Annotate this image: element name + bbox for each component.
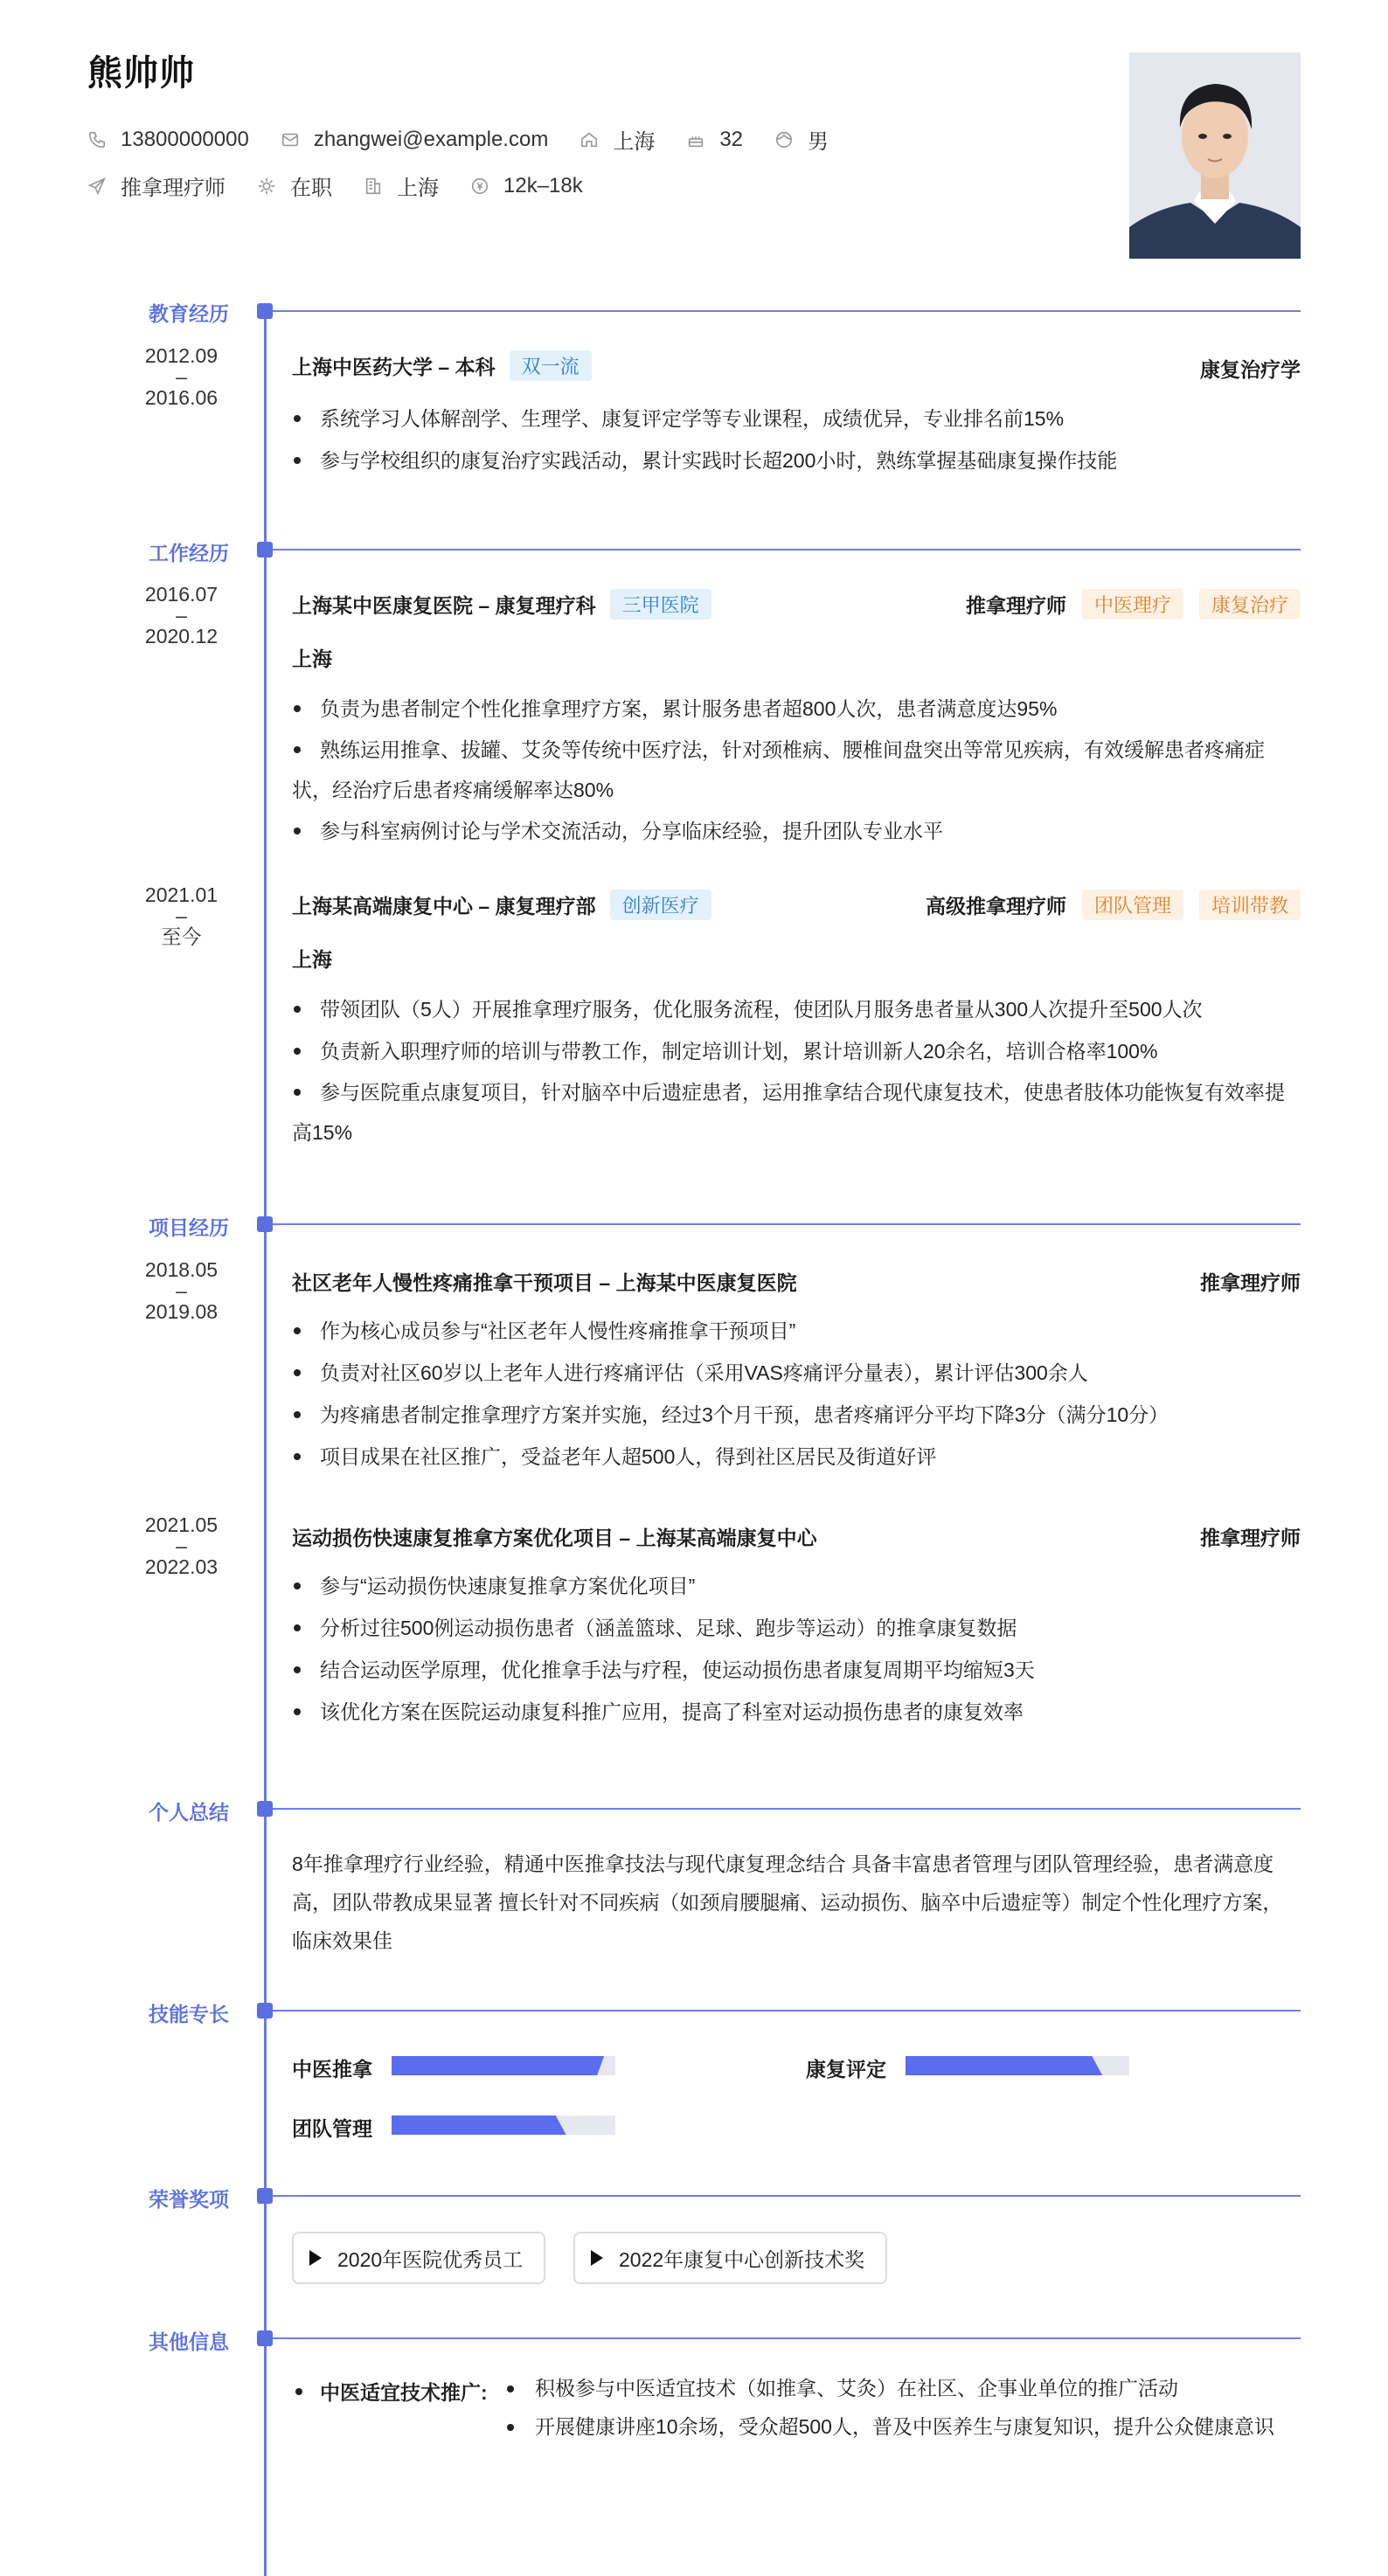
section-marker: [257, 303, 273, 319]
role-text: 高级推拿理疗师: [925, 895, 1066, 918]
honor-badge: [292, 2232, 545, 2284]
major-text: 康复治疗学: [1200, 358, 1301, 381]
candidate-name: 熊帅帅: [87, 54, 195, 93]
project-dates-2: [131, 1514, 232, 1577]
work-dates-1: [131, 584, 232, 647]
project-bullets-2: [292, 1565, 1301, 1733]
skill-bar: [392, 2116, 615, 2135]
play-icon: [591, 2250, 603, 2266]
section-divider: [273, 2195, 1301, 2197]
date-separator: –: [176, 1534, 187, 1557]
section-marker: [257, 2003, 273, 2019]
skill-fill: [392, 2056, 604, 2075]
list-item: 结合运动医学原理，优化推拿手法与疗程，使运动损伤患者康复周期平均缩短3天: [292, 1649, 1301, 1691]
date-end: 2022.03: [144, 1555, 219, 1578]
timeline-axis: [264, 308, 267, 2576]
education-title: [292, 350, 592, 381]
section-divider: [273, 549, 1301, 551]
date-separator: –: [176, 604, 187, 627]
list-item: 系统学习人体解剖学、生理学、康复评定学等专业课程，成绩优异，专业排名前15%: [292, 398, 1301, 440]
skill-fill: [392, 2116, 566, 2135]
project-role-2: 推拿理疗师: [1200, 1527, 1301, 1549]
list-item: 负责新入职理疗师的培训与带教工作，制定培训计划，累计培训新人20余名，培训合格率100%: [292, 1030, 1301, 1072]
date-separator: –: [176, 365, 187, 388]
job-title-text: 推拿理疗师: [121, 177, 226, 200]
section-divider: [273, 1223, 1301, 1225]
skill-name: 中医推拿: [292, 2058, 372, 2081]
role-tag: 康复治疗: [1199, 589, 1301, 620]
other-list: [503, 2369, 1301, 2446]
list-item: 项目成果在社区推广，受益老年人超500人，得到社区居民及街道好评: [292, 1436, 1301, 1478]
coin-icon: [470, 177, 489, 196]
list-item: 积极参与中医适宜技术（如推拿、艾灸）在社区、企事业单位的推广活动: [503, 2369, 1301, 2407]
status-icon: [257, 177, 276, 196]
status-text: 在职: [290, 177, 332, 200]
project-title-2: 运动损伤快速康复推拿方案优化项目 – 上海某高端康复中心: [292, 1527, 817, 1549]
other-category: [292, 2377, 488, 2406]
skill-name: 康复评定: [806, 2058, 886, 2081]
work-city-1: 上海: [292, 647, 332, 670]
job-row: [87, 170, 614, 201]
work-title-1: [292, 589, 711, 620]
list-item: 该优化方案在医院运动康复科推广应用，提高了科室对运动损伤患者的康复效率: [292, 1691, 1301, 1733]
list-item: 带领团队（5人）开展推拿理疗服务，优化服务流程，使团队月服务患者量从300人次提升至500人次: [292, 988, 1301, 1030]
list-item: 参与学校组织的康复治疗实践活动，累计实践时长超200小时，熟练掌握基础康复操作技能: [292, 440, 1301, 481]
company-tag: 三甲医院: [610, 589, 711, 620]
skill-fill: [906, 2056, 1102, 2075]
target-city-item: [364, 170, 439, 201]
date-start: 2021.01: [144, 883, 219, 906]
status-item: [257, 170, 332, 201]
email-text: zhangwei@example.com: [313, 127, 549, 151]
honor-text: 2022年康复中心创新技术奖: [619, 2247, 865, 2271]
work-title-2: [292, 890, 711, 920]
skill-bar: [392, 2056, 615, 2075]
avatar-portrait: [1129, 52, 1301, 259]
project-dates-1: [131, 1259, 232, 1322]
date-start: 2012.09: [144, 344, 219, 367]
skill-name: 团队管理: [292, 2117, 372, 2140]
send-icon: [87, 177, 107, 196]
phone-item: [87, 128, 249, 152]
phone-text: 13800000000: [121, 127, 249, 151]
list-item: 参与科室病例讨论与学术交流活动，分享临床经验，提升团队专业水平: [292, 810, 1301, 852]
role-tag: 团队管理: [1082, 890, 1183, 920]
list-item: 作为核心成员参与“社区老年人慢性疼痛推拿干预项目”: [292, 1310, 1301, 1352]
building-icon: [364, 177, 383, 196]
section-title-skills: 技能专长: [149, 2003, 229, 2025]
school-tag: 双一流: [510, 350, 592, 381]
list-item: 负责对社区60岁以上老年人进行疼痛评估（采用VAS疼痛评分量表），累计评估300余人: [292, 1352, 1301, 1394]
section-title-education: 教育经历: [149, 302, 229, 325]
location-text: 上海: [613, 130, 656, 154]
section-marker: [257, 1216, 273, 1232]
section-title-honors: 荣誉奖项: [149, 2188, 229, 2211]
phone-icon: [87, 130, 107, 149]
date-start: 2021.05: [144, 1513, 219, 1536]
skill-bar: [906, 2056, 1129, 2075]
section-title-summary: 个人总结: [149, 1801, 229, 1824]
date-start: 2018.05: [144, 1258, 219, 1281]
company-name: 上海某高端康复中心 – 康复理疗部: [292, 895, 596, 918]
education-bullets: [292, 398, 1301, 481]
section-title-work: 工作经历: [149, 542, 229, 564]
section-divider: [273, 1808, 1301, 1810]
bullet-dot: [295, 2388, 302, 2395]
list-item: 为疼痛患者制定推拿理疗方案并实施，经过3个月干预，患者疼痛评分平均下降3分（满分10分）: [292, 1394, 1301, 1436]
company-name: 上海某中医康复医院 – 康复理疗科: [292, 594, 596, 617]
date-separator: –: [176, 1279, 187, 1302]
section-title-projects: 项目经历: [149, 1216, 229, 1239]
gender-text: 男: [808, 130, 829, 154]
work-role-1: [966, 589, 1301, 620]
gender-item: [774, 124, 829, 155]
role-tag: 中医理疗: [1082, 589, 1183, 620]
section-divider: [273, 2337, 1301, 2339]
age-text: 32: [719, 127, 744, 151]
list-item: 参与“运动损伤快速康复推拿方案优化项目”: [292, 1565, 1301, 1607]
education-dates: [131, 345, 232, 408]
list-item: 熟练运用推拿、拔罐、艾灸等传统中医疗法，针对颈椎病、腰椎间盘突出等常见疾病，有效缓解患者疼痛症状，经治疗后患者疼痛缓解率达80%: [292, 730, 1301, 810]
work-bullets-2: [292, 988, 1301, 1153]
date-end: 2020.12: [144, 625, 219, 647]
work-role-2: [926, 890, 1301, 920]
location-item: [579, 124, 655, 155]
project-bullets-1: [292, 1310, 1301, 1478]
section-marker: [257, 542, 273, 557]
date-end: 2019.08: [144, 1300, 219, 1323]
company-tag: 创新医疗: [610, 890, 711, 920]
list-item: 负责为患者制定个性化推拿理疗方案，累计服务患者超800人次，患者满意度达95%: [292, 688, 1301, 730]
honor-badge: [573, 2232, 887, 2284]
section-divider: [273, 2010, 1301, 2012]
age-item: [686, 128, 743, 152]
summary-text: 8年推拿理疗行业经验，精通中医推拿技法与现代康复理念结合 具备丰富患者管理与团队管理经验，患者满意度高，团队带教成果显著 擅长针对不同疾病（如颈肩腰腿痛、运动损伤、脑卒中后遗症等）制定个性化理疗方案，临床效果佳: [292, 1852, 1283, 1952]
section-marker: [257, 2188, 273, 2204]
project-title-1: 社区老年人慢性疼痛推拿干预项目 – 上海某中医康复医院: [292, 1271, 797, 1294]
salary-text: 12k–18k: [503, 173, 583, 197]
other-category-label: 中医适宜技术推广:: [320, 2381, 488, 2404]
work-city-2: 上海: [292, 948, 332, 971]
date-separator: –: [176, 904, 187, 927]
profile-photo: [1129, 52, 1301, 259]
mail-icon: [281, 130, 300, 149]
section-marker: [257, 2330, 273, 2346]
date-end: 至今: [161, 925, 202, 948]
section-marker: [257, 1801, 273, 1817]
home-icon: [579, 130, 599, 149]
section-title-other: 其他信息: [149, 2330, 229, 2353]
list-item: 分析过往500例运动损伤患者（涵盖篮球、足球、跑步等运动）的推拿康复数据: [292, 1607, 1301, 1649]
job-title-item: [87, 170, 226, 201]
target-city-text: 上海: [397, 177, 439, 200]
email-item: [281, 128, 549, 152]
project-role-1: 推拿理疗师: [1200, 1271, 1301, 1294]
date-start: 2016.07: [144, 583, 219, 606]
role-text: 推拿理疗师: [965, 594, 1066, 617]
list-item: 开展健康讲座10余场，受众超500人，普及中医养生与康复知识，提升公众健康意识: [503, 2407, 1301, 2446]
contact-row: [87, 124, 860, 155]
role-tag: 培训带教: [1199, 890, 1301, 920]
school-name: 上海中医药大学 – 本科: [292, 356, 496, 378]
section-divider: [273, 310, 1301, 312]
list-item: 参与医院重点康复项目，针对脑卒中后遗症患者，运用推拿结合现代康复技术，使患者肢体功能恢复有效率提高15%: [292, 1072, 1301, 1153]
play-icon: [309, 2250, 322, 2266]
date-end: 2016.06: [144, 386, 219, 409]
user-face-icon: [774, 130, 794, 149]
salary-item: [470, 174, 583, 198]
work-bullets-1: [292, 688, 1301, 852]
honor-text: 2020年医院优秀员工: [337, 2247, 524, 2271]
cake-icon: [686, 130, 705, 149]
work-dates-2: [131, 884, 232, 947]
